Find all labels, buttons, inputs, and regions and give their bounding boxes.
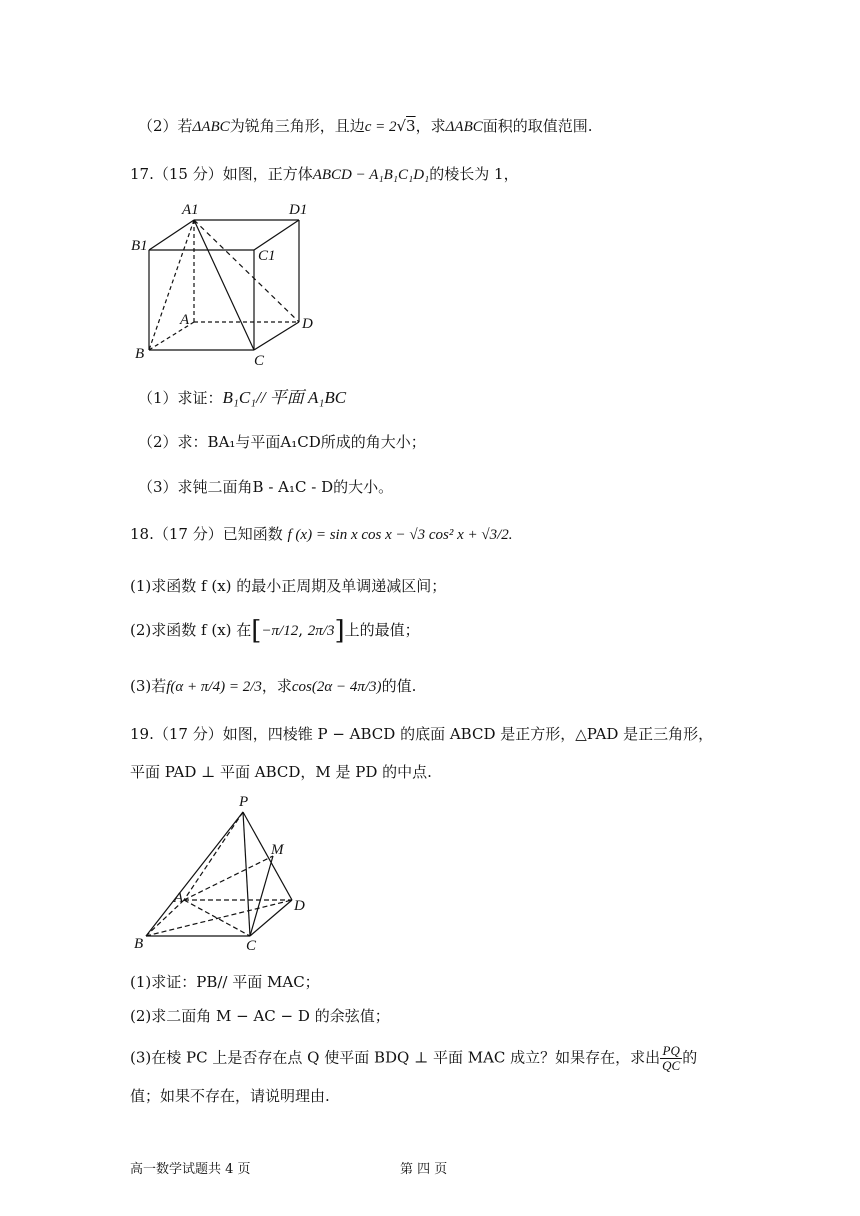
q19-ratio (660, 1044, 682, 1073)
q18-p1: (1)求函数 f (x) 的最小正周期及单调递减区间； (130, 577, 447, 595)
q17-part2 (138, 432, 426, 452)
q17-p1-prefix: （1）求证： (138, 389, 223, 407)
q19-part3 (130, 1044, 697, 1073)
label-d: D (294, 898, 305, 914)
comma: , (298, 621, 308, 639)
q19-p3-prefix: (3)在棱 PC 上是否存在点 Q 使平面 BDQ ⊥ 平面 MAC 成立？如果存在，求出 (130, 1048, 661, 1067)
q17-head: 17.（15 分）如图，正方体 (130, 165, 313, 183)
label-a: A (174, 890, 184, 906)
q19-ratio-numerator: PQ (660, 1044, 682, 1059)
q19-p3-suffix: 的 (682, 1048, 698, 1067)
q16-part2-prefix: （2）若 (138, 117, 193, 135)
footer-left: 高一数学试题共 4 页 (130, 1162, 251, 1177)
q16-triangle-2: ΔABC (445, 119, 483, 135)
q17-header (130, 164, 519, 185)
q17-p1-expr: B₁C₁// 平面 A₁BC (222, 388, 347, 407)
q18-part3 (130, 676, 416, 697)
q19-ratio-denominator: QC (662, 1058, 681, 1073)
label-b: B (134, 936, 144, 952)
q18-p3-suffix: 的值. (381, 677, 417, 695)
label-c1: C1 (258, 248, 276, 264)
q16-triangle-1: ΔABC (192, 119, 230, 135)
sqrt-symbol: √ (396, 117, 407, 135)
pyramid-figure (128, 790, 328, 960)
q19-p3-line2: 值；如果不存在，请说明理由. (130, 1087, 330, 1105)
q18-function: f (x) = sin x cos x − √3 cos² x + √3/2. (287, 527, 513, 543)
label-b1: B1 (131, 238, 148, 254)
q16-side-condition: c = 2 (364, 119, 397, 135)
label-a: A (180, 312, 190, 328)
q16-mid-2: ，求 (415, 117, 446, 135)
q17-part1 (138, 388, 346, 408)
q18-p2-prefix: (2)求函数 f (x) 在 (130, 621, 252, 639)
bracket-left: [ (251, 616, 262, 646)
q18-part1 (130, 576, 446, 596)
q19-part2 (130, 1006, 390, 1026)
q18-p3-expression: cos(2α − 4π/3) (291, 679, 382, 695)
q18-p2-suffix: 上的最值； (344, 621, 420, 639)
label-c: C (246, 938, 257, 954)
q19-p1: (1)求证：PB// 平面 MAC； (130, 973, 320, 991)
label-m: M (271, 842, 284, 858)
q18-interval-right: 2π/3 (307, 623, 335, 639)
q17-p2: （2）求：BA₁与平面A₁CD所成的角大小； (138, 433, 426, 451)
q16-suffix: 面积的取值范围. (482, 117, 593, 135)
q18-p3-mid: ，求 (261, 677, 292, 695)
q18-head: 18.（17 分）已知函数 (130, 525, 283, 543)
q19-part3-line2 (130, 1086, 330, 1106)
bracket-right: ] (334, 616, 345, 646)
q18-header (130, 524, 513, 545)
q19-part1 (130, 972, 320, 992)
q19-stem-1: 19.（17 分）如图，四棱锥 P − ABCD 的底面 ABCD 是正方形，△PAD 是正三角形， (130, 725, 714, 743)
q19-p2: (2)求二面角 M − AC − D 的余弦值； (130, 1007, 390, 1025)
q17-part3 (138, 477, 393, 497)
label-d1: D1 (289, 202, 308, 218)
q18-p3-condition: f(α + π/4) = 2/3 (166, 679, 262, 695)
q19-line1 (130, 724, 713, 744)
label-a1: A1 (182, 202, 199, 218)
cube-figure (128, 198, 328, 368)
q16-part2 (138, 116, 593, 137)
label-d: D (302, 316, 313, 332)
q18-part2 (130, 616, 420, 646)
q16-mid-1: 为锐角三角形，且边 (229, 117, 365, 135)
label-b: B (135, 346, 145, 362)
footer-page-number: 第 四 页 (400, 1162, 448, 1177)
q17-tail: 的棱长为 1， (429, 165, 519, 183)
label-p: P (239, 794, 249, 810)
q19-stem-2: 平面 PAD ⊥ 平面 ABCD，M 是 PD 的中点. (130, 763, 432, 781)
q17-p3: （3）求钝二面角B - A₁C - D的大小。 (138, 478, 394, 496)
q18-p3-prefix: (3)若 (130, 677, 167, 695)
q19-line2 (130, 762, 432, 782)
q18-interval-left: −π/12 (261, 623, 299, 639)
q17-solid: ABCD − A₁B₁C₁D₁ (312, 167, 430, 183)
label-c: C (254, 353, 265, 368)
q16-root: 3 (406, 117, 416, 135)
